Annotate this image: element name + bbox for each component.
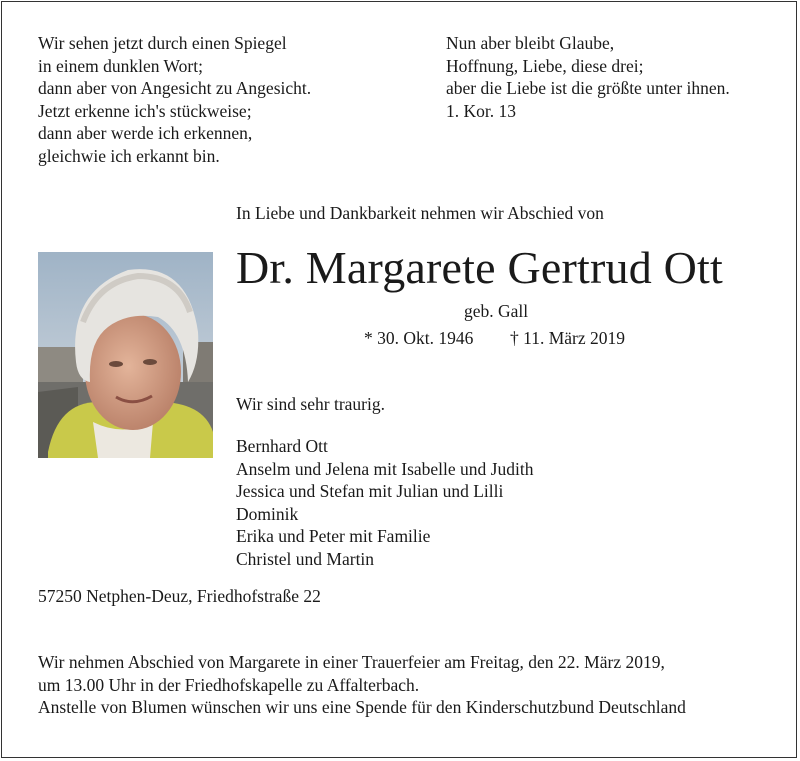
- deceased-name: Dr. Margarete Gertrud Ott: [236, 242, 723, 293]
- verse-left-line: dann aber von Angesicht zu Angesicht.: [38, 78, 312, 98]
- verse-left-line: dann aber werde ich erkennen,: [38, 123, 253, 143]
- verse-right-line: Hoffnung, Liebe, diese drei;: [446, 55, 644, 76]
- ceremony-line: Wir nehmen Abschied von Margarete in einer Trauerfeier am Freitag, den 22. März 2019,: [38, 652, 665, 672]
- verse-right-line: Nun aber bleibt Glaube,: [446, 33, 615, 53]
- verse-left-line: Wir sehen jetzt durch einen Spiegel: [38, 33, 287, 53]
- family-member: Erika und Peter mit Familie: [236, 526, 431, 546]
- portrait-photo: [38, 252, 213, 458]
- verse-left-line: gleichwie ich erkannt bin.: [38, 145, 220, 166]
- ceremony-line: um 13.00 Uhr in der Friedhofskapelle zu Affalterbach.: [38, 674, 420, 695]
- verse-left-line: Jetzt erkenne ich's stückweise;: [38, 100, 252, 121]
- address: 57250 Netphen-Deuz, Friedhofstraße 22: [38, 586, 321, 606]
- sad-line: Wir sind sehr traurig.: [236, 394, 385, 414]
- family-member: Bernhard Ott: [236, 436, 328, 456]
- ceremony-line: Anstelle von Blumen wünschen wir uns eine Spende für den Kinderschutzbund Deutschland: [38, 697, 686, 717]
- maiden-name: geb. Gall: [464, 301, 529, 321]
- family-member: Dominik: [236, 503, 299, 524]
- family-member: Jessica und Stefan mit Julian und Lilli: [236, 481, 504, 501]
- death-date: † 11. März 2019: [510, 328, 626, 348]
- ceremony-text: [38, 651, 686, 719]
- verse-left-line: in einem dunklen Wort;: [38, 55, 203, 76]
- verse-left: [38, 32, 311, 167]
- family-member: Christel und Martin: [236, 548, 375, 569]
- family-list: [236, 435, 533, 570]
- birth-date: * 30. Okt. 1946: [364, 328, 474, 348]
- verse-right: [446, 32, 730, 122]
- intro-text: In Liebe und Dankbarkeit nehmen wir Abschied von: [236, 203, 604, 223]
- verse-right-line: aber die Liebe ist die größte unter ihnen.: [446, 78, 730, 98]
- verse-right-line: 1. Kor. 13: [446, 100, 516, 121]
- family-member: Anselm und Jelena mit Isabelle und Judith: [236, 458, 534, 479]
